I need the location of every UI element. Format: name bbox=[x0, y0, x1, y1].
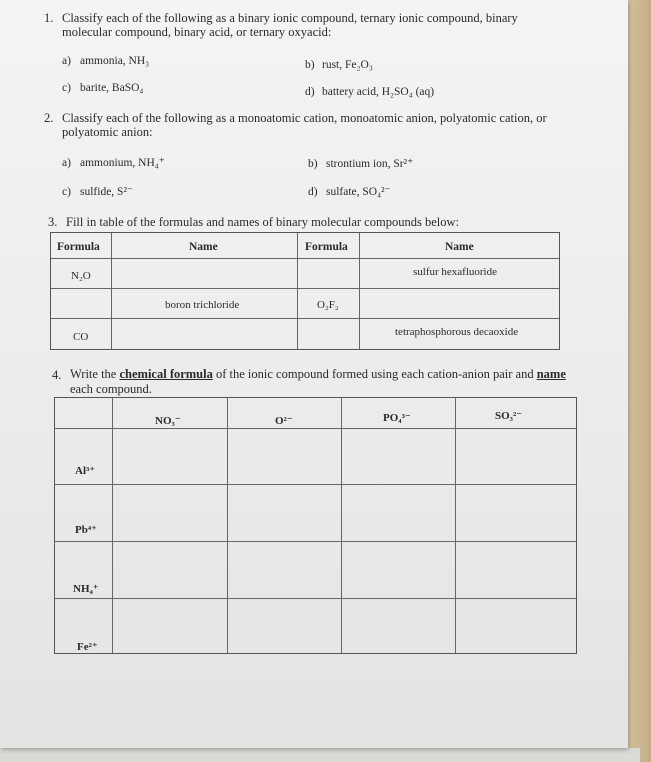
t3-header-name-1: Name bbox=[189, 241, 218, 253]
t3-r3-formula-1: CO bbox=[73, 331, 89, 343]
t3-header-name-2: Name bbox=[445, 241, 474, 253]
anion-o2: O²⁻ bbox=[275, 415, 293, 427]
paper-stack-edge bbox=[0, 748, 640, 762]
q1-a-text: ammonia, NH₃ bbox=[80, 55, 150, 67]
q2-line1: Classify each of the following as a monoatomic cation, monoatomic anion, polyatomic cation, or bbox=[62, 111, 547, 125]
anion-no3: NO₃⁻ bbox=[155, 415, 181, 427]
t3-r2-name-1: boron trichloride bbox=[165, 299, 240, 311]
q2-a-text: ammonium, NH₄⁺ bbox=[80, 157, 165, 169]
cation-pb: Pb⁴⁺ bbox=[75, 524, 97, 536]
q1-number: 1. bbox=[44, 11, 54, 25]
q2-c-text: sulfide, S²⁻ bbox=[80, 186, 133, 198]
t3-r2-formula-2: O₂F₂ bbox=[317, 299, 339, 311]
t3-r1-name-2: sulfur hexafluoride bbox=[413, 266, 497, 278]
q4-number: 4. bbox=[52, 368, 62, 382]
t3-r1-formula-1: N₂O bbox=[71, 270, 91, 282]
q3-number: 3. bbox=[48, 215, 58, 229]
q2-c-label: c) bbox=[62, 186, 71, 198]
ionic-compound-grid bbox=[54, 397, 577, 654]
q2-b-label: b) bbox=[308, 158, 318, 170]
q1-line2: molecular compound, binary acid, or ternary oxyacid: bbox=[62, 25, 332, 39]
q1-d-text: battery acid, H₂SO₄ (aq) bbox=[322, 86, 435, 98]
q4-text-pre: Write the bbox=[70, 367, 120, 381]
cation-al: Al³⁺ bbox=[75, 465, 96, 477]
cation-nh4: NH₄⁺ bbox=[73, 583, 99, 595]
q1-d-label: d) bbox=[305, 86, 315, 98]
q4-text-mid: of the ionic compound formed using each cation-anion pair and bbox=[212, 367, 537, 381]
anion-po4: PO₄³⁻ bbox=[383, 412, 411, 424]
anion-so3: SO₃²⁻ bbox=[495, 410, 523, 422]
q1-b-text: rust, Fe₂O₃ bbox=[322, 59, 373, 71]
q2-number: 2. bbox=[44, 111, 54, 125]
q4-text-bold2: name bbox=[536, 367, 566, 381]
q2-a-label: a) bbox=[62, 157, 71, 169]
q3-text: Fill in table of the formulas and names of binary molecular compounds below: bbox=[66, 215, 459, 229]
t3-header-formula-2: Formula bbox=[305, 241, 348, 253]
q1-line1: Classify each of the following as a binary ionic compound, ternary ionic compound, binary bbox=[62, 11, 518, 25]
q2-d-text: sulfate, SO₄²⁻ bbox=[326, 186, 391, 198]
t3-header-formula-1: Formula bbox=[57, 241, 100, 253]
q2-line2: polyatomic anion: bbox=[62, 125, 153, 139]
q4-line1 bbox=[70, 368, 566, 381]
q2-d-label: d) bbox=[308, 186, 318, 198]
q1-b-label: b) bbox=[305, 59, 315, 71]
q1-c-text: barite, BaSO₄ bbox=[80, 82, 144, 94]
cation-fe: Fe²⁺ bbox=[77, 641, 98, 653]
q1-c-label: c) bbox=[62, 82, 71, 94]
q1-a-label: a) bbox=[62, 55, 71, 67]
q4-text-bold1: chemical formula bbox=[119, 367, 213, 381]
q4-line2: each compound. bbox=[70, 382, 152, 396]
t3-r3-name-2: tetraphosphorous decaoxide bbox=[395, 326, 519, 338]
binary-molecular-table bbox=[50, 232, 560, 350]
q2-b-text: strontium ion, Sr²⁺ bbox=[326, 158, 414, 170]
